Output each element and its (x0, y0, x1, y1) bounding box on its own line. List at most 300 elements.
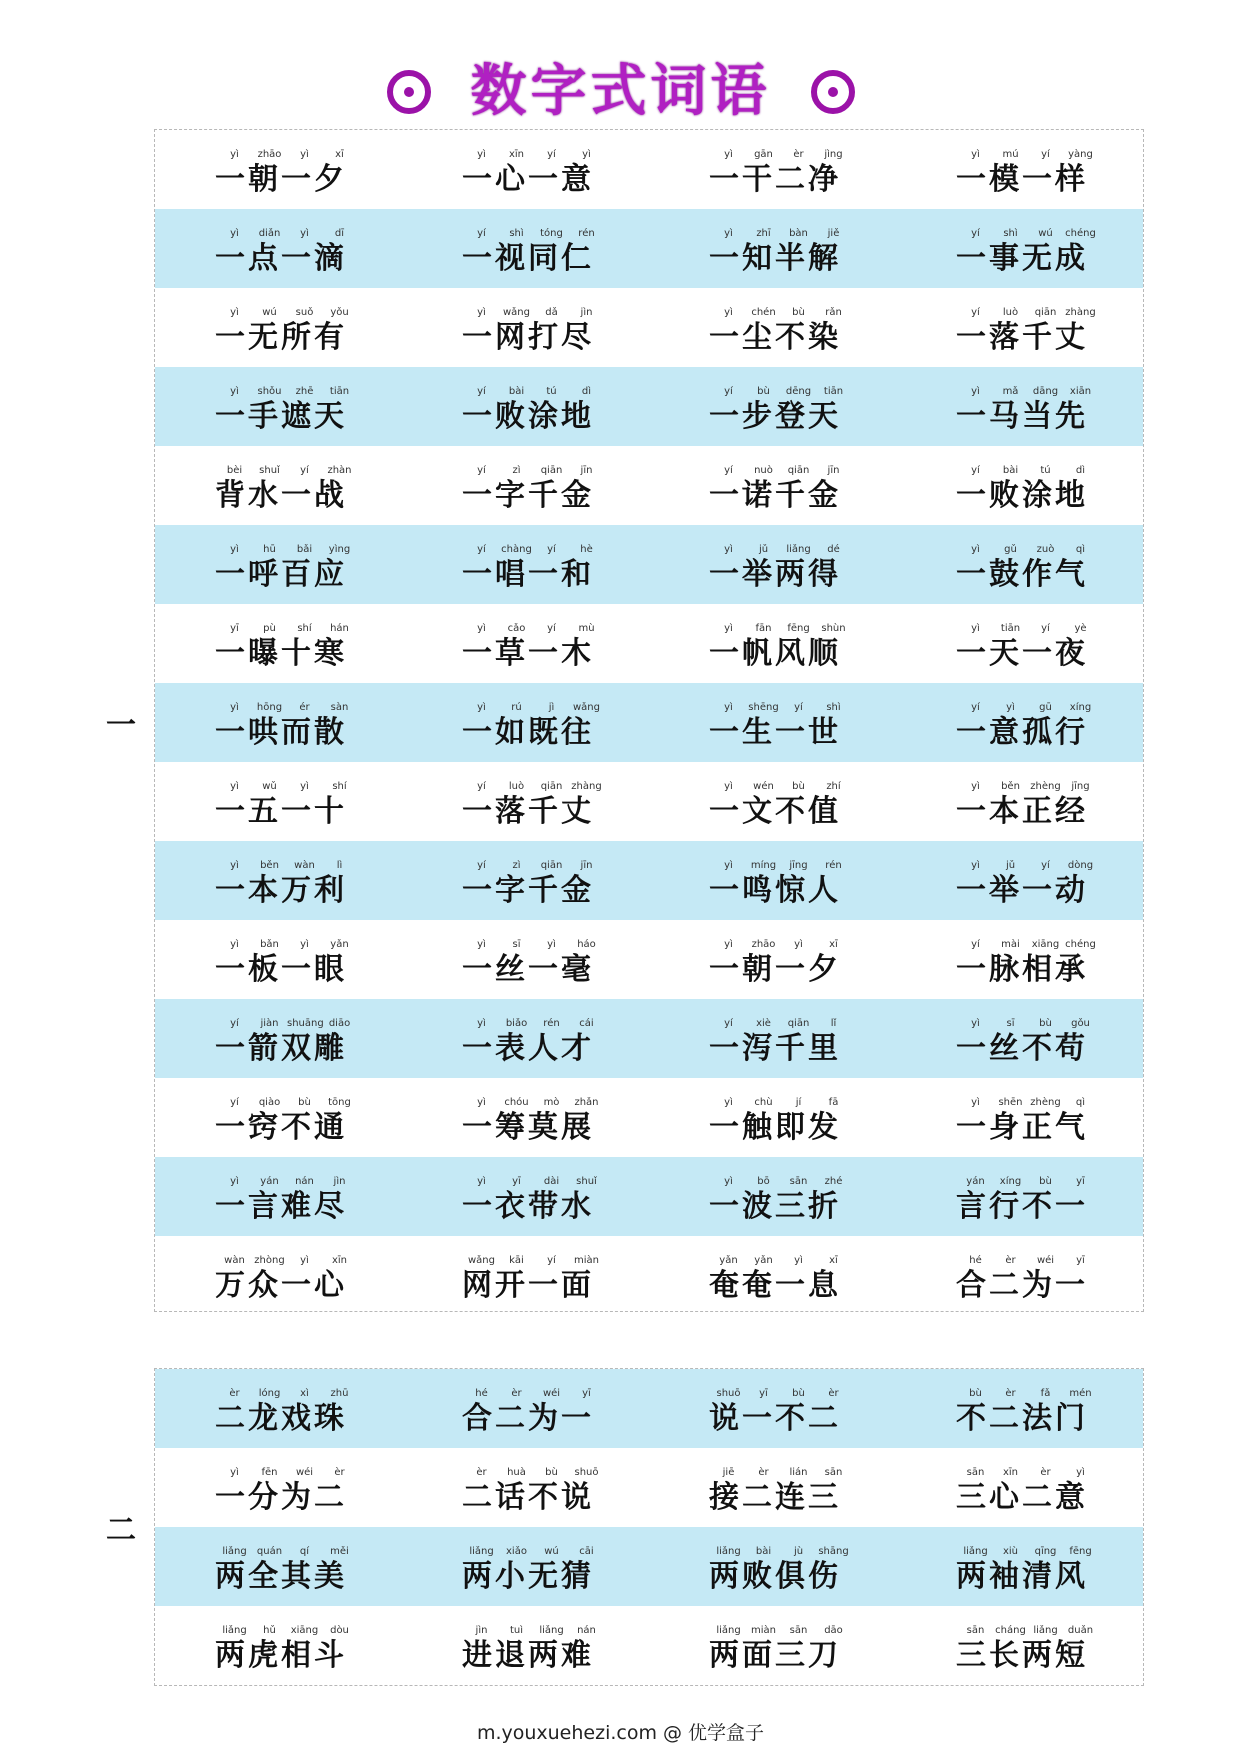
idiom-text: 一视同仁 (462, 241, 594, 276)
pinyin-syllable: wén (753, 781, 774, 792)
idiom-text: 一举两得 (709, 557, 841, 592)
idiom-cell (896, 604, 1143, 683)
pinyin-syllable: bù (298, 1097, 311, 1108)
pinyin-syllable: lián (789, 1467, 808, 1478)
footer-credit: m.youxuehezi.com @ 优学盒子 (476, 1722, 765, 1744)
pinyin-syllable: gū (1039, 702, 1052, 713)
idiom-cell (155, 841, 402, 920)
pinyin-syllable: yí (794, 702, 803, 713)
idiom-cell (402, 999, 649, 1078)
pinyin-syllable: liǎng (222, 1546, 247, 1557)
pinyin-syllable: liǎng (716, 1625, 741, 1636)
pinyin-syllable: sī (512, 939, 521, 950)
pinyin-syllable: yì (971, 149, 980, 160)
pinyin-syllable: yì (477, 702, 486, 713)
pinyin-syllable: dé (827, 544, 840, 555)
idiom-text: 一衣带水 (462, 1189, 594, 1224)
pinyin-syllable: gān (754, 149, 773, 160)
table-row (155, 1157, 1143, 1236)
pinyin-syllable: wéi (542, 1388, 561, 1399)
pinyin-syllable: yì (582, 149, 591, 160)
pinyin-syllable: xiān (1069, 386, 1092, 397)
idiom-text: 一字千金 (462, 478, 594, 513)
pinyin-syllable: míng (750, 860, 777, 871)
pinyin-syllable: tiān (329, 386, 350, 397)
pinyin-syllable: jǔ (758, 544, 769, 555)
pinyin-syllable: yì (230, 702, 239, 713)
pinyin-syllable: sān (789, 1176, 808, 1187)
idiom-cell (649, 209, 896, 288)
pinyin-syllable: yí (971, 702, 980, 713)
pinyin-syllable: èr (511, 1388, 522, 1399)
idiom-cell (649, 920, 896, 999)
idiom-text: 一意孤行 (956, 715, 1088, 750)
idiom-cell (896, 920, 1143, 999)
pinyin-syllable: dài (543, 1176, 560, 1187)
pinyin-syllable: luò (1002, 307, 1019, 318)
pinyin-syllable: xī (829, 1255, 838, 1266)
idiom-cell (649, 683, 896, 762)
pinyin-syllable: dāng (1032, 386, 1059, 397)
idiom-text: 进退两难 (462, 1638, 594, 1673)
pinyin-syllable: mò (543, 1097, 560, 1108)
pinyin-syllable: yí (724, 1018, 733, 1029)
pinyin-syllable: zhàng (571, 781, 602, 792)
idiom-text: 两虎相斗 (215, 1638, 347, 1673)
table-row (155, 367, 1143, 446)
pinyin-syllable: zhàng (1065, 307, 1096, 318)
idiom-cell (402, 1448, 649, 1527)
pinyin-syllable: yī (1076, 1176, 1085, 1187)
idiom-cell (896, 841, 1143, 920)
pinyin-syllable: tóng (540, 228, 563, 239)
pinyin-syllable: yì (794, 1255, 803, 1266)
idiom-text: 一呼百应 (215, 557, 347, 592)
pinyin-syllable: èr (1040, 1467, 1051, 1478)
idiom-text: 一网打尽 (462, 320, 594, 355)
idiom-text: 两全其美 (215, 1559, 347, 1594)
pinyin-syllable: mù (578, 623, 595, 634)
pinyin-syllable: rǎn (825, 307, 842, 318)
pinyin-syllable: diāo (328, 1018, 351, 1029)
idiom-text: 一触即发 (709, 1110, 841, 1145)
idiom-text: 接二连三 (709, 1480, 841, 1515)
idiom-text: 一本正经 (956, 794, 1088, 829)
pinyin-syllable: chéng (1065, 228, 1096, 239)
pinyin-syllable: yī (1076, 1255, 1085, 1266)
idiom-text: 一事无成 (956, 241, 1088, 276)
idiom-cell (649, 1078, 896, 1157)
pinyin-syllable: yì (724, 149, 733, 160)
pinyin-syllable: yì (230, 1467, 239, 1478)
idiom-text: 两面三刀 (709, 1638, 841, 1673)
pinyin-syllable: bàn (789, 228, 808, 239)
pinyin-syllable: jīn (827, 465, 840, 476)
idiom-cell (402, 525, 649, 604)
idiom-text: 一脉相承 (956, 952, 1088, 987)
pinyin-syllable: wéi (1036, 1255, 1055, 1266)
pinyin-syllable: yì (1006, 702, 1015, 713)
pinyin-syllable: yán (966, 1176, 985, 1187)
pinyin-syllable: bù (1039, 1018, 1052, 1029)
pinyin-syllable: rén (825, 860, 842, 871)
table-row (155, 1236, 1143, 1315)
idiom-cell (402, 841, 649, 920)
idiom-text: 一手遮天 (215, 399, 347, 434)
pinyin-syllable: bù (792, 781, 805, 792)
pinyin-syllable: qiān (787, 1018, 810, 1029)
section-label: 一 (106, 708, 136, 743)
idiom-cell (402, 288, 649, 367)
idiom-cell (402, 1369, 649, 1448)
idiom-text: 两败俱伤 (709, 1559, 841, 1594)
idiom-text: 一败涂地 (956, 478, 1088, 513)
pinyin-syllable: dòu (330, 1625, 349, 1636)
pinyin-syllable: fēn (261, 1467, 278, 1478)
idiom-cell (896, 762, 1143, 841)
idiom-cell (402, 130, 649, 209)
idiom-cell (402, 1527, 649, 1606)
idiom-text: 一无所有 (215, 320, 347, 355)
idiom-cell (896, 367, 1143, 446)
idiom-cell (649, 604, 896, 683)
pinyin-syllable: měi (330, 1546, 349, 1557)
pinyin-syllable: hé (475, 1388, 488, 1399)
pinyin-syllable: mài (1001, 939, 1020, 950)
pinyin-syllable: hǔ (263, 1625, 276, 1636)
pinyin-syllable: yì (724, 702, 733, 713)
pinyin-syllable: bǎn (260, 939, 279, 950)
pinyin-syllable: qì (1075, 1097, 1086, 1108)
pinyin-syllable: tú (1040, 465, 1051, 476)
idiom-text: 奄奄一息 (709, 1268, 841, 1303)
pinyin-syllable: èr (1005, 1388, 1016, 1399)
idiom-cell (649, 1369, 896, 1448)
pinyin-syllable: yàng (1068, 149, 1093, 160)
pinyin-syllable: sān (966, 1625, 985, 1636)
pinyin-syllable: yì (300, 1255, 309, 1266)
pinyin-syllable: sān (789, 1625, 808, 1636)
pinyin-syllable: jìng (824, 149, 843, 160)
pinyin-syllable: huà (507, 1467, 526, 1478)
idiom-cell (155, 1157, 402, 1236)
pinyin-syllable: chéng (1065, 939, 1096, 950)
pinyin-syllable: dāo (824, 1625, 843, 1636)
pinyin-syllable: mú (1002, 149, 1019, 160)
idiom-text: 说一不二 (709, 1401, 841, 1436)
pinyin-syllable: cǎo (507, 623, 526, 634)
pinyin-syllable: qiān (787, 465, 810, 476)
idiom-text: 一马当先 (956, 399, 1088, 434)
idiom-text: 一草一木 (462, 636, 594, 671)
pinyin-syllable: yì (477, 1097, 486, 1108)
pinyin-syllable: lóng (258, 1388, 281, 1399)
pinyin-syllable: gǔ (1004, 544, 1017, 555)
pinyin-syllable: dì (581, 386, 592, 397)
pinyin-syllable: zhèng (1030, 781, 1061, 792)
pinyin-syllable: yì (724, 228, 733, 239)
pinyin-syllable: háo (577, 939, 596, 950)
pinyin-syllable: hè (580, 544, 593, 555)
idiom-cell (155, 1369, 402, 1448)
idiom-text: 合二为一 (956, 1268, 1088, 1303)
pinyin-syllable: yǎn (330, 939, 349, 950)
idiom-cell (896, 683, 1143, 762)
pinyin-syllable: qì (1075, 544, 1086, 555)
idiom-text: 一本万利 (215, 873, 347, 908)
idiom-cell (649, 1527, 896, 1606)
pinyin-syllable: yǒu (330, 307, 349, 318)
pinyin-syllable: yì (230, 307, 239, 318)
pinyin-syllable: yì (230, 386, 239, 397)
idiom-cell (896, 1236, 1143, 1315)
idiom-text: 一如既往 (462, 715, 594, 750)
pinyin-syllable: bù (1039, 1176, 1052, 1187)
pinyin-syllable: jìn (333, 1176, 346, 1187)
idiom-text: 一唱一和 (462, 557, 594, 592)
pinyin-syllable: yì (230, 228, 239, 239)
pinyin-syllable: zhàn (327, 465, 352, 476)
pinyin-syllable: sàn (330, 702, 349, 713)
table-row (155, 130, 1143, 209)
pinyin-syllable: bài (755, 1546, 772, 1557)
idiom-cell (402, 209, 649, 288)
idiom-text: 一生一世 (709, 715, 841, 750)
pinyin-syllable: shì (509, 228, 524, 239)
idiom-cell (649, 762, 896, 841)
idiom-cell (896, 446, 1143, 525)
idiom-text: 一鼓作气 (956, 557, 1088, 592)
pinyin-syllable: zhāo (751, 939, 776, 950)
pinyin-syllable: lì (336, 860, 343, 871)
idiom-text: 一点一滴 (215, 241, 347, 276)
idiom-cell (402, 1236, 649, 1315)
pinyin-syllable: dī (334, 228, 345, 239)
idiom-text: 一五一十 (215, 794, 347, 829)
idiom-cell (649, 999, 896, 1078)
pinyin-syllable: shuǐ (576, 1176, 597, 1187)
pinyin-syllable: shāng (818, 1546, 849, 1557)
pinyin-syllable: yì (724, 623, 733, 634)
pinyin-syllable: yì (230, 781, 239, 792)
pinyin-syllable: mǎ (1002, 386, 1019, 397)
pinyin-syllable: fēng (787, 623, 810, 634)
idiom-cell (402, 1606, 649, 1685)
pinyin-syllable: zhòng (254, 1255, 285, 1266)
idiom-cell (155, 1527, 402, 1606)
pinyin-syllable: xiāng (1031, 939, 1060, 950)
pinyin-syllable: yí (971, 307, 980, 318)
table-row (155, 1369, 1143, 1448)
pinyin-syllable: quán (256, 1546, 283, 1557)
pinyin-syllable: yì (971, 1018, 980, 1029)
idiom-text: 二龙戏珠 (215, 1401, 347, 1436)
idiom-cell (402, 1157, 649, 1236)
idiom-text: 一文不值 (709, 794, 841, 829)
idiom-cell (402, 604, 649, 683)
idiom-text: 三心二意 (956, 1480, 1088, 1515)
pinyin-syllable: sān (966, 1467, 985, 1478)
idiom-cell (896, 1606, 1143, 1685)
pinyin-syllable: hé (969, 1255, 982, 1266)
pinyin-syllable: yì (477, 149, 486, 160)
pinyin-syllable: yí (547, 149, 556, 160)
pinyin-syllable: chóu (504, 1097, 529, 1108)
idiom-cell (649, 1606, 896, 1685)
idiom-text: 一朝一夕 (215, 162, 347, 197)
pinyin-syllable: cāi (579, 1546, 594, 1557)
pinyin-syllable: yí (1041, 149, 1050, 160)
pinyin-syllable: yí (477, 465, 486, 476)
pinyin-syllable: yì (971, 544, 980, 555)
pinyin-syllable: zhāo (257, 149, 282, 160)
pinyin-syllable: jìn (475, 1625, 488, 1636)
pinyin-syllable: bèi (226, 465, 243, 476)
pinyin-syllable: gǒu (1071, 1018, 1090, 1029)
idiom-text: 一朝一夕 (709, 952, 841, 987)
pinyin-syllable: hán (330, 623, 349, 634)
pinyin-syllable: suǒ (295, 307, 314, 318)
pinyin-syllable: liǎng (469, 1546, 494, 1557)
idiom-text: 背水一战 (215, 478, 347, 513)
pinyin-syllable: xiè (756, 1018, 771, 1029)
pinyin-syllable: miàn (751, 1625, 776, 1636)
idiom-text: 一筹莫展 (462, 1110, 594, 1145)
pinyin-syllable: yì (724, 544, 733, 555)
table-row (155, 288, 1143, 367)
pinyin-syllable: yí (547, 1255, 556, 1266)
pinyin-syllable: xì (300, 1388, 309, 1399)
pinyin-syllable: bù (792, 1388, 805, 1399)
pinyin-syllable: yì (230, 939, 239, 950)
pinyin-syllable: jìn (580, 307, 593, 318)
pinyin-syllable: yì (547, 939, 556, 950)
pinyin-syllable: èr (334, 1467, 345, 1478)
pinyin-syllable: wú (1038, 228, 1053, 239)
pinyin-syllable: dòng (1067, 860, 1094, 871)
idiom-text: 一箭双雕 (215, 1031, 347, 1066)
pinyin-syllable: pù (263, 623, 276, 634)
pinyin-syllable: yí (1041, 860, 1050, 871)
pinyin-syllable: bō (757, 1176, 770, 1187)
idiom-text: 一曝十寒 (215, 636, 347, 671)
pinyin-syllable: liǎng (222, 1625, 247, 1636)
pinyin-syllable: bài (508, 386, 525, 397)
idiom-text: 一分为二 (215, 1480, 347, 1515)
pinyin-syllable: yí (477, 228, 486, 239)
pinyin-syllable: jīng (1071, 781, 1090, 792)
idiom-text: 一败涂地 (462, 399, 594, 434)
idiom-text: 一泻千里 (709, 1031, 841, 1066)
pinyin-syllable: liǎng (716, 1546, 741, 1557)
idiom-text: 一举一动 (956, 873, 1088, 908)
pinyin-syllable: yí (230, 1097, 239, 1108)
pinyin-syllable: yì (724, 781, 733, 792)
pinyin-syllable: luò (508, 781, 525, 792)
pinyin-syllable: yì (794, 939, 803, 950)
pinyin-syllable: hōng (256, 702, 283, 713)
pinyin-syllable: yǎn (754, 1255, 773, 1266)
idiom-cell (649, 525, 896, 604)
pinyin-syllable: qiān (540, 465, 563, 476)
pinyin-syllable: zhū (330, 1388, 349, 1399)
idiom-cell (155, 525, 402, 604)
pinyin-syllable: zhǎn (574, 1097, 599, 1108)
idiom-cell (896, 1448, 1143, 1527)
idiom-cell (649, 446, 896, 525)
table-row (155, 525, 1143, 604)
pinyin-syllable: yí (547, 544, 556, 555)
table-row (155, 999, 1143, 1078)
pinyin-syllable: qiān (540, 860, 563, 871)
target-icon (387, 70, 431, 114)
pinyin-syllable: èr (758, 1467, 769, 1478)
idiom-text: 一尘不染 (709, 320, 841, 355)
idiom-cell (649, 1448, 896, 1527)
pinyin-syllable: běn (260, 860, 279, 871)
pinyin-syllable: yǎn (719, 1255, 738, 1266)
pinyin-syllable: jīn (580, 860, 593, 871)
pinyin-syllable: yí (724, 465, 733, 476)
pinyin-syllable: xiǎo (506, 1546, 527, 1557)
pinyin-syllable: duǎn (1067, 1625, 1094, 1636)
pinyin-syllable: kāi (509, 1255, 524, 1266)
pinyin-syllable: yì (230, 860, 239, 871)
section-label: 二 (106, 1513, 136, 1548)
pinyin-syllable: xī (335, 149, 344, 160)
pinyin-syllable: mén (1069, 1388, 1092, 1399)
idiom-cell (402, 683, 649, 762)
table-row (155, 920, 1143, 999)
idiom-cell (649, 841, 896, 920)
idiom-text: 一丝不苟 (956, 1031, 1088, 1066)
idiom-table-two (154, 1368, 1144, 1686)
idiom-cell (896, 130, 1143, 209)
pinyin-syllable: wàn (224, 1255, 245, 1266)
pinyin-syllable: bù (792, 307, 805, 318)
pinyin-syllable: tiān (1000, 623, 1021, 634)
pinyin-syllable: shùn (821, 623, 846, 634)
pinyin-syllable: biǎo (505, 1018, 528, 1029)
idiom-text: 一诺千金 (709, 478, 841, 513)
pinyin-syllable: shí (332, 781, 347, 792)
pinyin-syllable: qí (299, 1546, 310, 1557)
pinyin-syllable: yì (1076, 1467, 1085, 1478)
pinyin-syllable: shǒu (257, 386, 282, 397)
idiom-cell (896, 1527, 1143, 1606)
pinyin-syllable: xíng (1069, 702, 1092, 713)
idiom-text: 两小无猜 (462, 1559, 594, 1594)
idiom-cell (155, 1078, 402, 1157)
table-row (155, 762, 1143, 841)
pinyin-syllable: qiān (540, 781, 563, 792)
idiom-cell (402, 762, 649, 841)
pinyin-syllable: zì (512, 860, 521, 871)
pinyin-syllable: nuò (754, 465, 773, 476)
idiom-cell (155, 604, 402, 683)
pinyin-syllable: wǎng (503, 307, 530, 318)
title-bar (0, 54, 1241, 130)
pinyin-syllable: jǔ (1005, 860, 1016, 871)
idiom-cell (649, 367, 896, 446)
pinyin-syllable: dēng (785, 386, 812, 397)
pinyin-syllable: jīn (580, 465, 593, 476)
pinyin-syllable: rén (543, 1018, 560, 1029)
table-row (155, 841, 1143, 920)
pinyin-syllable: sān (824, 1467, 843, 1478)
idiom-table-one (154, 129, 1144, 1312)
pinyin-syllable: liǎng (963, 1546, 988, 1557)
